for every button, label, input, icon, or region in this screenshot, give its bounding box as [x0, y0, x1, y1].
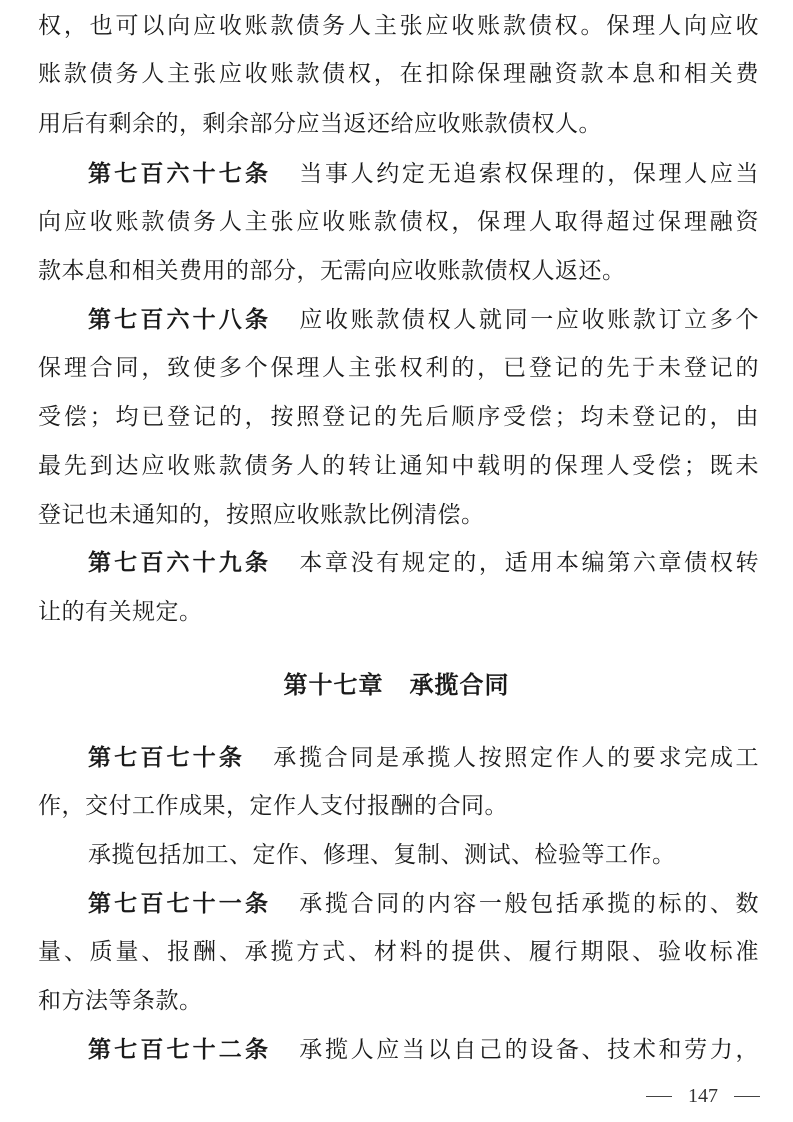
- body-line: 作，交付工作成果，定作人支付报酬的合同。: [38, 793, 508, 819]
- article-769-heading: 第七百六十九条: [88, 550, 272, 576]
- article-767-text: 当事人约定无追索权保理的，保理人应当: [297, 161, 760, 187]
- page-number: 147: [688, 1084, 718, 1107]
- chapter-number: 第十七章: [283, 671, 384, 699]
- body-line: 向应收账款债务人主张应收账款债权，保理人取得超过保理融资: [38, 209, 759, 235]
- body-line: 用后有剩余的，剩余部分应当返还给应收账款债权人。: [38, 111, 602, 137]
- body-line: 受偿；均已登记的，按照登记的先后顺序受偿；均未登记的，由: [38, 404, 759, 430]
- chapter-title: 承揽合同: [409, 671, 510, 699]
- article-768-heading: 第七百六十八条: [88, 307, 272, 333]
- body-line: 最先到达应收账款债务人的转让通知中载明的保理人受偿；既未: [38, 453, 759, 479]
- article-770-heading: 第七百七十条: [88, 745, 246, 771]
- article-772-first-line: [88, 1030, 759, 1070]
- chapter-heading: [0, 665, 793, 705]
- body-line: 让的有关规定。: [38, 599, 203, 625]
- body-line: 保理合同，致使多个保理人主张权利的，已登记的先于未登记的: [38, 355, 759, 381]
- body-line: 权，也可以向应收账款债务人主张应收账款债权。保理人向应收: [38, 13, 759, 39]
- article-770-text: 承揽合同是承揽人按照定作人的要求完成工: [271, 745, 760, 771]
- article-768-text: 应收账款债权人就同一应收账款订立多个: [297, 307, 760, 333]
- body-line: 账款债务人主张应收账款债权，在扣除保理融资款本息和相关费: [38, 61, 759, 87]
- article-772-text: 承揽人应当以自己的设备、技术和劳力，: [297, 1037, 760, 1063]
- article-769-text: 本章没有规定的，适用本编第六章债权转: [297, 550, 760, 576]
- article-768-first-line: [88, 300, 759, 340]
- article-771-text: 承揽合同的内容一般包括承揽的标的、数: [297, 891, 760, 917]
- body-line: 登记也未通知的，按照应收账款比例清偿。: [38, 502, 485, 528]
- page-footer: [646, 1084, 760, 1108]
- footer-dash-left: [646, 1096, 672, 1097]
- article-767-heading: 第七百六十七条: [88, 161, 272, 187]
- article-767-first-line: [88, 154, 759, 194]
- body-line: 款本息和相关费用的部分，无需向应收账款债权人返还。: [38, 258, 626, 284]
- article-771-first-line: [88, 884, 759, 924]
- article-770-paragraph-2: 承揽包括加工、定作、修理、复制、测试、检验等工作。: [88, 842, 676, 868]
- article-769-first-line: [88, 543, 759, 583]
- article-772-heading: 第七百七十二条: [88, 1037, 272, 1063]
- footer-dash-right: [734, 1096, 760, 1097]
- article-770-first-line: [88, 738, 759, 778]
- body-line: 量、质量、报酬、承揽方式、材料的提供、履行期限、验收标准: [38, 939, 759, 965]
- body-line: 和方法等条款。: [38, 988, 203, 1014]
- article-771-heading: 第七百七十一条: [88, 891, 272, 917]
